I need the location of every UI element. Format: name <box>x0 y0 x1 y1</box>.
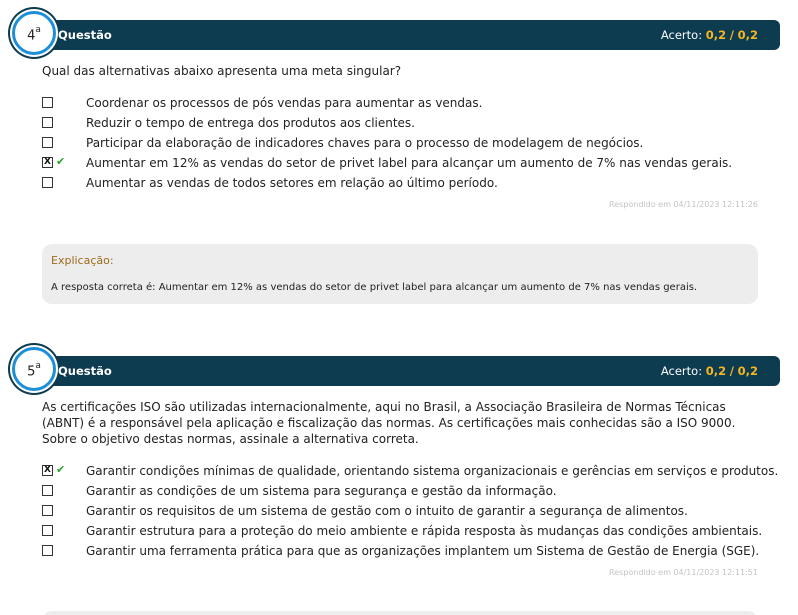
option-label: Coordenar os processos de pós vendas para aumentar as vendas. <box>86 96 483 110</box>
explanation-text: A resposta correta é: Aumentar em 12% as vendas do setor de privet label para alcançar um aumento de 7% nas vendas gerais. <box>51 282 698 293</box>
option-checkbox-checked[interactable]: X <box>42 465 53 476</box>
question-header-label: Questão <box>58 364 112 378</box>
option-label: Reduzir o tempo de entrega dos produtos aos clientes. <box>86 116 415 130</box>
option-label: Participar da elaboração de indicadores chaves para o processo de modelagem de negócios. <box>86 136 644 150</box>
option-checkbox[interactable] <box>42 505 53 516</box>
answer-option[interactable] <box>42 542 762 562</box>
option-checkbox[interactable] <box>42 177 53 188</box>
option-label: Garantir uma ferramenta prática para que as organizações implantem um Sistema de Gestão de Energia (SGE). <box>86 544 760 558</box>
explanation-box <box>42 244 758 304</box>
option-label: Garantir condições mínimas de qualidade, orientando sistema organizacionais e gerências em serviços e produtos. <box>86 464 779 478</box>
answer-option[interactable] <box>42 174 762 194</box>
option-label: Aumentar em 12% as vendas do setor de privet label para alcançar um aumento de 7% nas vendas gerais. <box>86 156 733 170</box>
option-checkbox[interactable] <box>42 97 53 108</box>
answer-option[interactable] <box>42 522 762 542</box>
option-checkbox[interactable] <box>42 485 53 496</box>
answer-option[interactable] <box>42 114 762 134</box>
question-prompt: As certificações ISO são utilizadas internacionalmente, aqui no Brasil, a Associação Brasileira de Normas Técnicas (ABNT) é a responsável pela aplicação e fiscalização das normas. As certificações mais conhecidas são a ISO 9000. Sobre o objetivo destas normas, assinale a alternativa correta. <box>42 400 736 446</box>
correct-check-icon: ✔ <box>56 155 66 168</box>
answer-option-selected[interactable] <box>42 154 762 174</box>
option-label: Garantir as condições de um sistema para segurança e gestão da informação. <box>86 484 557 498</box>
question-4-header <box>14 20 780 50</box>
option-checkbox-checked[interactable]: X <box>42 157 53 168</box>
answered-timestamp: Respondido em 04/11/2023 12:11:51 <box>609 568 758 577</box>
explanation-label: Explicação: <box>51 254 114 267</box>
option-label: Aumentar as vendas de todos setores em relação ao último período. <box>86 176 498 190</box>
question-number-badge: 5$^a$ <box>12 347 56 391</box>
question-score: Acerto: 0,2 / 0,2 <box>660 364 758 378</box>
question-header-label: Questão <box>58 28 112 42</box>
option-checkbox[interactable] <box>42 117 53 128</box>
option-checkbox[interactable] <box>42 137 53 148</box>
explanation-box-partial <box>42 611 758 615</box>
question-score: Acerto: 0,2 / 0,2 <box>660 28 758 42</box>
answered-timestamp: Respondido em 04/11/2023 12:11:26 <box>609 200 758 209</box>
question-prompt: Qual das alternativas abaixo apresenta uma meta singular? <box>42 64 402 78</box>
question-5-header <box>14 356 780 386</box>
answer-option[interactable] <box>42 482 762 502</box>
answer-option[interactable] <box>42 94 762 114</box>
option-checkbox[interactable] <box>42 545 53 556</box>
answer-option[interactable] <box>42 134 762 154</box>
option-checkbox[interactable] <box>42 525 53 536</box>
question-number-badge: 4$^a$ <box>12 11 56 55</box>
option-label: Garantir estrutura para a proteção do meio ambiente e rápida resposta às mudanças das condições ambientais. <box>86 524 763 538</box>
answer-option[interactable] <box>42 502 762 522</box>
answer-option-selected[interactable] <box>42 462 779 482</box>
option-label: Garantir os requisitos de um sistema de gestão com o intuito de garantir a segurança de alimentos. <box>86 504 688 518</box>
correct-check-icon: ✔ <box>56 463 66 476</box>
